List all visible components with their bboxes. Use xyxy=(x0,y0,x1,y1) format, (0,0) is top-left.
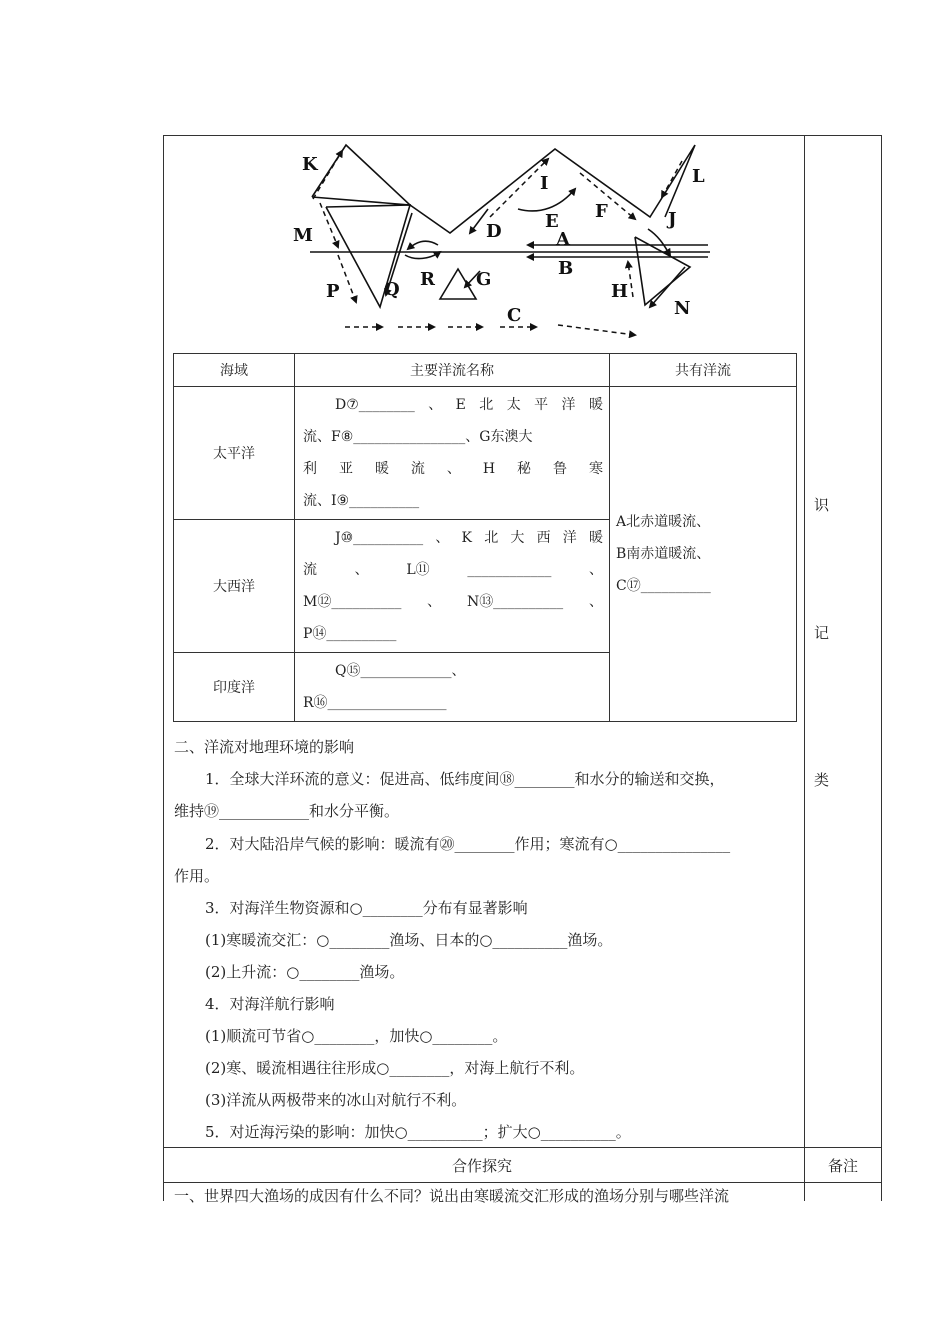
side-column-divider xyxy=(804,135,805,1201)
ocean-pacific: 太平洋 xyxy=(174,387,295,520)
cooperation-question-1: 一、世界四大渔场的成因有什么不同？说出由寒暖流交汇形成的渔场分别与哪些洋流 xyxy=(174,1187,730,1205)
label-A: A xyxy=(556,229,570,250)
current-line xyxy=(303,522,603,554)
current-line xyxy=(303,586,603,618)
current-text: 太 xyxy=(506,397,521,413)
shared-current-a: A北赤道暖流、 xyxy=(616,514,711,530)
section2-p4-1: (1)顺流可节省○________，加快○________。 xyxy=(205,1027,508,1045)
label-K: K xyxy=(302,154,318,175)
small-triangle xyxy=(440,269,476,299)
section2-p1b: 维持⑲____________和水分平衡。 xyxy=(174,802,400,820)
section2-p1a: 1．全球大洋环流的意义：促进高、低纬度间⑱________和水分的输送和交换， xyxy=(205,770,725,788)
cooperation-side-note: 备注 xyxy=(828,1157,859,1175)
shared-currents xyxy=(610,387,797,722)
current-line xyxy=(303,618,603,650)
label-H: H xyxy=(611,281,629,302)
current-text: 暖 xyxy=(374,461,389,477)
current-text: 亚 xyxy=(338,461,353,477)
section2-p4-2: (2)寒、暖流相遇往往形成○________，对海上航行不利。 xyxy=(205,1059,585,1077)
current-text: D⑦________ xyxy=(335,397,415,413)
current-text: 流 xyxy=(410,461,425,477)
header-main-currents: 主要洋流名称 xyxy=(295,354,610,387)
current-text: 、 xyxy=(588,562,603,578)
section2-p3: 3．对海洋生物资源和○________分布有显著影响 xyxy=(205,899,528,917)
label-E: E xyxy=(545,211,559,232)
current-text: 流、I⑨__________ xyxy=(303,493,420,509)
current-text: N⑬__________ xyxy=(466,594,564,610)
side-note-2: 记 xyxy=(814,624,830,642)
current-text: 洋 xyxy=(562,530,577,546)
current-line xyxy=(303,421,603,453)
current-text: H xyxy=(482,461,496,477)
label-P: P xyxy=(326,281,340,302)
label-R: R xyxy=(420,269,435,290)
current-line xyxy=(303,687,603,719)
header-ocean: 海域 xyxy=(174,354,295,387)
label-Q: Q xyxy=(384,279,400,300)
current-text: 、 xyxy=(428,397,443,413)
current-text: 暖 xyxy=(588,397,603,413)
ocean-indian: 印度洋 xyxy=(174,653,295,722)
label-N: N xyxy=(674,298,691,319)
current-text: 利 xyxy=(303,461,317,477)
section2-p4-3: (3)洋流从两极带来的冰山对航行不利。 xyxy=(205,1091,467,1109)
label-F: F xyxy=(595,201,608,222)
current-text: J⑩__________ xyxy=(335,530,424,546)
current-text: 流 xyxy=(303,562,317,578)
current-text: 流、F⑧________________、G东澳大 xyxy=(303,429,533,445)
section2-title: 二、洋流对地理环境的影响 xyxy=(174,738,355,756)
current-text: 、 xyxy=(354,562,369,578)
side-note-3: 类 xyxy=(814,771,830,789)
section2-p4: 4．对海洋航行影响 xyxy=(205,995,335,1013)
current-text: 寒 xyxy=(588,461,603,477)
indian-currents xyxy=(295,653,610,722)
current-line xyxy=(303,554,603,586)
current-text: 、 xyxy=(588,594,603,610)
cooperation-header-line xyxy=(163,1182,881,1183)
label-G: G xyxy=(476,269,492,290)
current-text: P⑭__________ xyxy=(303,626,397,642)
current-text: 秘 xyxy=(517,461,532,477)
current-line xyxy=(303,389,603,421)
label-B: B xyxy=(558,258,574,279)
section2-p5: 5．对近海污染的影响：加快○__________；扩大○__________。 xyxy=(205,1123,631,1141)
section2-p2b: 作用。 xyxy=(174,867,220,885)
current-text: 北 xyxy=(479,397,494,413)
side-note-1: 识 xyxy=(814,496,830,514)
current-text: 洋 xyxy=(561,397,576,413)
atlantic-currents xyxy=(295,520,610,653)
section2-p3-1: (1)寒暖流交汇：○________渔场、日本的○__________渔场。 xyxy=(205,931,613,949)
label-L: L xyxy=(692,166,705,187)
label-C: C xyxy=(507,305,522,326)
current-text: Q⑮_____________、 xyxy=(335,663,466,679)
current-text: 暖 xyxy=(588,530,603,546)
current-text: L⑪ xyxy=(406,562,430,578)
current-line xyxy=(303,453,603,485)
current-text: 、 xyxy=(435,530,450,546)
current-line xyxy=(303,655,603,687)
ocean-atlantic: 大西洋 xyxy=(174,520,295,653)
current-text: K xyxy=(461,530,473,546)
ocean-current-diagram xyxy=(290,137,715,345)
current-text: E xyxy=(455,397,466,413)
ocean-currents-table xyxy=(173,353,797,722)
current-text: 大 xyxy=(510,530,525,546)
current-text: R⑯_________________ xyxy=(303,695,447,711)
cooperation-title: 合作探究 xyxy=(452,1157,513,1175)
current-text: M⑫__________ xyxy=(303,594,402,610)
current-text: 、 xyxy=(446,461,461,477)
current-text: 平 xyxy=(534,397,549,413)
section2-p2a: 2．对大陆沿岸气候的影响：暖流有⑳________作用；寒流有○_______________ xyxy=(205,835,731,853)
label-D: D xyxy=(486,221,502,242)
current-text: 北 xyxy=(484,530,499,546)
cooperation-top-line xyxy=(163,1147,881,1148)
current-text: 、 xyxy=(427,594,442,610)
header-shared-currents: 共有洋流 xyxy=(610,354,797,387)
pacific-currents xyxy=(295,387,610,520)
label-J: J xyxy=(668,209,677,230)
current-line xyxy=(303,485,603,517)
shared-current-c: C⑰__________ xyxy=(616,578,711,594)
label-I: I xyxy=(540,173,549,194)
shared-current-b: B南赤道暖流、 xyxy=(616,546,711,562)
current-text: 西 xyxy=(536,530,551,546)
current-text: 鲁 xyxy=(553,461,567,477)
current-text: ____________ xyxy=(467,562,552,578)
section2-p3-2: (2)上升流：○________渔场。 xyxy=(205,963,405,981)
label-M: M xyxy=(293,225,313,246)
